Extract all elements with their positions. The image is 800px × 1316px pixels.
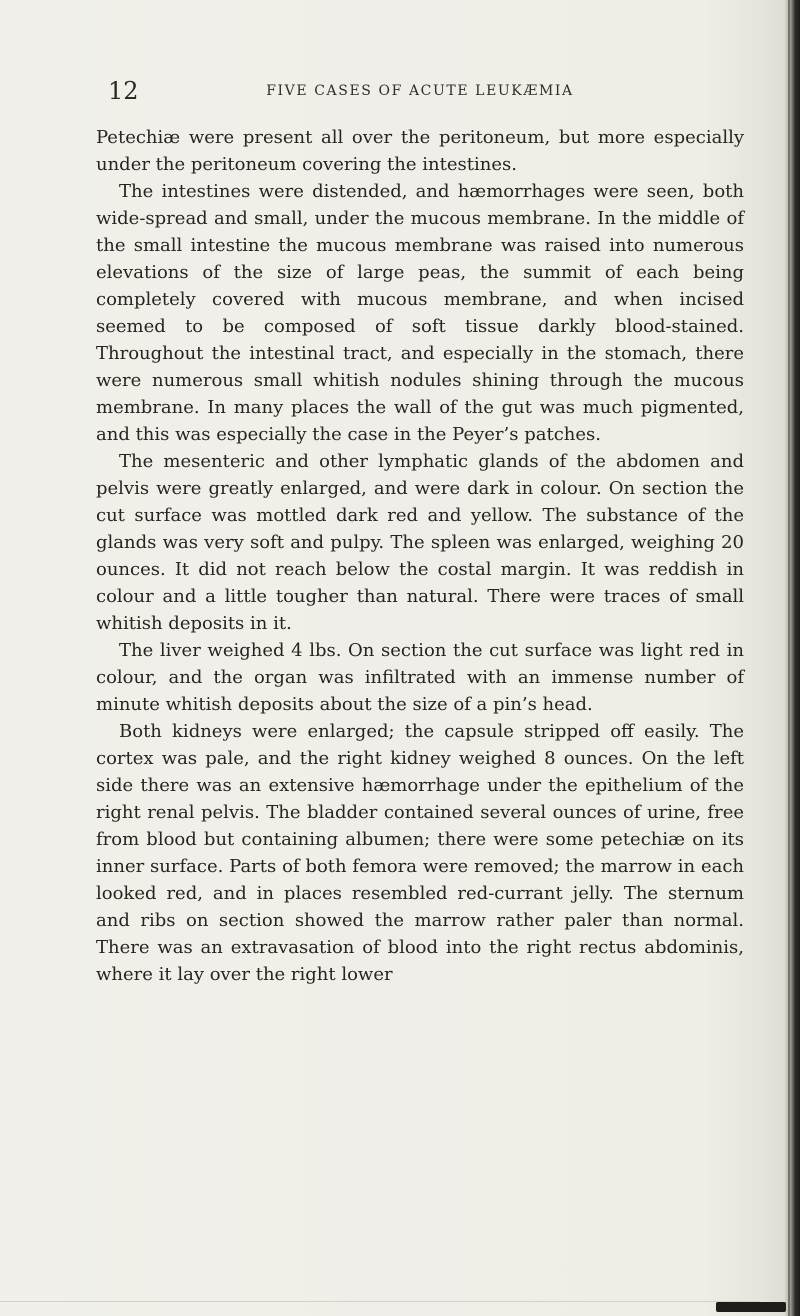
binding-edge-line [788,0,790,1316]
page-bottom-edge [0,1301,760,1302]
page-number: 12 [108,77,139,105]
paragraph-petechiae: Petechiæ were present all over the peritoneum, but more especially under the peritoneum covering the intestines. [96,127,744,175]
paragraph-kidneys-marrow: Both kidneys were enlarged; the capsule stripped off easily. The cortex was pale, and the right kidney weighed 8 ounces. On the left side there was an extensive hæmorrhage under the epithelium of the right renal pelvis. The bladder contained several ounces of urine, free from blood but containing albumen; there were some petechiæ on its inner surface. Parts of both femora were removed; the marrow in each looked red, and in places resembled red-currant jelly. The sternum and ribs on section showed the marrow rather paler than normal. There was an extravasation of blood into the right rectus abdominis, where it lay over the right lower [96,721,744,985]
page-header [96,76,744,106]
running-head: FIVE CASES OF ACUTE LEUKÆMIA [266,83,574,99]
paragraph-glands-spleen: The mesenteric and other lymphatic glands of the abdomen and pelvis were greatly enlarged, and were dark in colour. On section the cut surface was mottled dark red and yellow. The substance of the glands was very soft and pulpy. The spleen was enlarged, weighing 20 ounces. It did not reach below the costal margin. It was reddish in colour and a little tougher than natural. There were traces of small whitish deposits in it. [96,451,744,634]
paragraph-intestines: The intestines were distended, and hæmorrhages were seen, both wide-spread and small, under the mucous membrane. In the middle of the small intestine the mucous membrane was raised into numerous elevations of the size of large peas, the summit of each being completely covered with mucous membrane, and when incised seemed to be composed of soft tissue darkly blood-stained. Throughout the intestinal tract, and especially in the stomach, there were numerous small whitish nodules shining through the mucous membrane. In many places the wall of the gut was much pigmented, and this was especially the case in the Peyer’s patches. [96,181,744,445]
binding-shadow [784,0,800,1316]
scan-smudge [716,1302,786,1312]
body-text [96,124,744,988]
paragraph-liver: The liver weighed 4 lbs. On section the cut surface was light red in colour, and the organ was infiltrated with an immense number of minute whitish deposits about the size of a pin’s head. [96,640,744,715]
